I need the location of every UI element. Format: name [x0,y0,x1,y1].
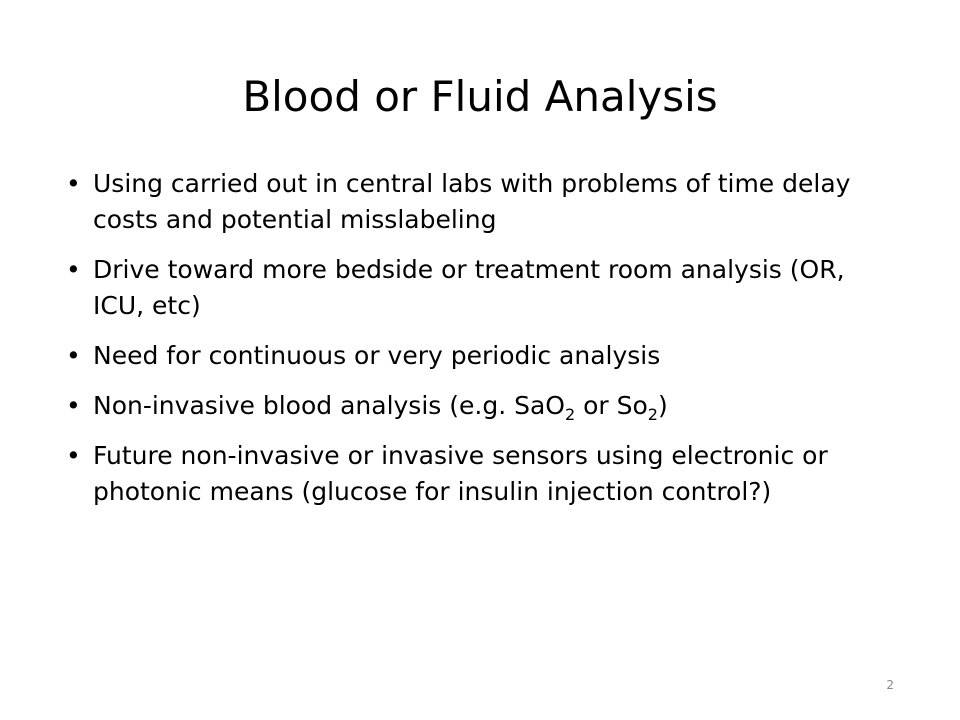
subscript: 2 [647,405,658,424]
bullet-marker: • [66,441,81,470]
bullet-text: Using carried out in central labs with problems of time delay costs and potential misslabeling [93,169,851,234]
bullet-text-middle: or So [575,391,648,420]
bullet-text-prefix: Non-invasive blood analysis (e.g. SaO [93,391,565,420]
bullet-item [66,252,896,324]
bullet-text [93,391,668,424]
bullet-text: Future non-invasive or invasive sensors using electronic or photonic means (glucose for insulin injection control?) [93,441,828,506]
bullet-text: Drive toward more bedside or treatment room analysis (OR, ICU, etc) [93,255,845,320]
bullet-marker: • [66,341,81,370]
subscript: 2 [564,405,576,424]
bullet-marker: • [66,391,81,420]
slide-title: Blood or Fluid Analysis [242,72,718,121]
bullet-marker: • [66,169,81,198]
bullet-text-suffix: ) [657,391,668,420]
bullet-text: Need for continuous or very periodic analysis [93,341,661,370]
page-number: 2 [886,678,894,692]
bullet-item [66,438,896,510]
bullet-item [66,166,896,238]
bullet-item [66,388,896,424]
bullet-list [66,166,896,524]
bullet-marker: • [66,255,81,284]
bullet-item [66,338,896,374]
